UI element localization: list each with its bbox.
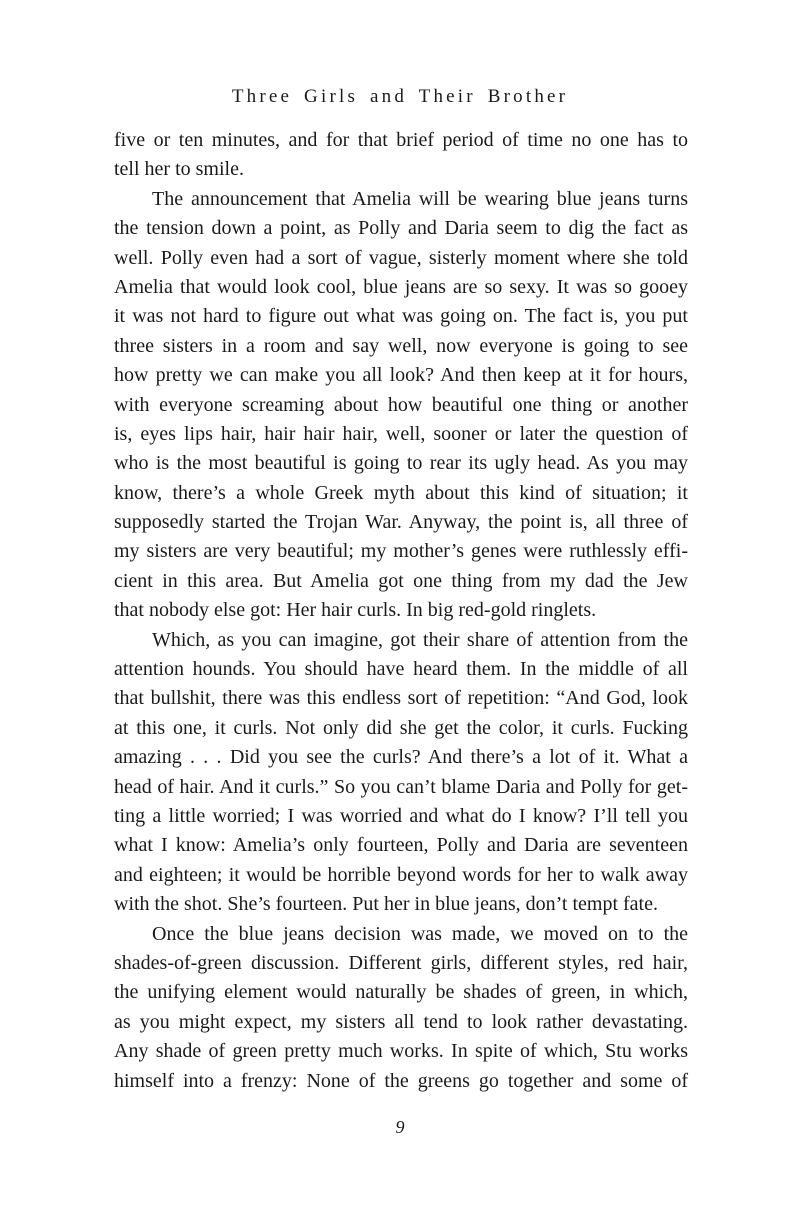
text-line: as you might expect, my sisters all tend to look rather devastating. bbox=[114, 1010, 688, 1033]
text-line: who is the most beautiful is going to rear its ugly head. As you may bbox=[114, 452, 688, 475]
text-line: Which, as you can imagine, got their share of attention from the bbox=[152, 628, 688, 651]
text-line: head of hair. And it curls.” So you can’t blame Daria and Polly for get- bbox=[114, 775, 688, 798]
text-line: how pretty we can make you all look? And then keep at it for hours, bbox=[114, 364, 688, 387]
text-line: Amelia that would look cool, blue jeans are so sexy. It was so gooey bbox=[114, 275, 688, 298]
text-line: supposedly started the Trojan War. Anyway, the point is, all three of bbox=[114, 511, 688, 534]
text-line: that bullshit, there was this endless sort of repetition: “And God, look bbox=[114, 687, 688, 710]
text-line: amazing . . . Did you see the curls? And there’s a lot of it. What a bbox=[114, 746, 688, 769]
text-line: well. Polly even had a sort of vague, sisterly moment where she told bbox=[114, 246, 688, 269]
text-line: with the shot. She’s fourteen. Put her in blue jeans, don’t tempt fate. bbox=[114, 893, 658, 916]
running-title: Three Girls and Their Brother bbox=[231, 86, 569, 107]
text-line: and eighteen; it would be horrible beyond words for her to walk away bbox=[114, 863, 688, 886]
text-line: what I know: Amelia’s only fourteen, Polly and Daria are seventeen bbox=[114, 834, 688, 857]
text-line: my sisters are very beautiful; my mother’s genes were ruthlessly effi- bbox=[114, 540, 688, 563]
text-line: shades-of-green discussion. Different girls, different styles, red hair, bbox=[114, 951, 688, 974]
text-line: attention hounds. You should have heard them. In the middle of all bbox=[114, 658, 688, 681]
body-text bbox=[114, 126, 688, 1096]
text-line: is, eyes lips hair, hair hair hair, well, sooner or later the question of bbox=[114, 422, 688, 445]
text-line: cient in this area. But Amelia got one thing from my dad the Jew bbox=[114, 569, 688, 592]
text-line: Any shade of green pretty much works. In spite of which, Stu works bbox=[114, 1040, 688, 1063]
text-line: The announcement that Amelia will be wearing blue jeans turns bbox=[152, 187, 688, 210]
paragraph-1 bbox=[114, 126, 688, 185]
paragraph-4 bbox=[114, 920, 688, 1096]
text-line: know, there’s a whole Greek myth about this kind of situation; it bbox=[114, 481, 688, 504]
paragraph-2 bbox=[114, 185, 688, 626]
text-line: with everyone screaming about how beautiful one thing or another bbox=[114, 393, 688, 416]
text-line: Once the blue jeans decision was made, we moved on to the bbox=[152, 922, 688, 945]
page-number: 9 bbox=[395, 1117, 405, 1137]
text-line: ting a little worried; I was worried and what do I know? I’ll tell you bbox=[114, 804, 688, 827]
text-line: that nobody else got: Her hair curls. In big red-gold ringlets. bbox=[114, 599, 597, 622]
text-line: tell her to smile. bbox=[114, 158, 244, 181]
text-line: the tension down a point, as Polly and Daria seem to dig the fact as bbox=[114, 217, 688, 240]
text-line: five or ten minutes, and for that brief period of time no one has to bbox=[114, 129, 688, 151]
text-line: at this one, it curls. Not only did she get the color, it curls. Fucking bbox=[114, 716, 688, 739]
text-line: himself into a frenzy: None of the greens go together and some of bbox=[114, 1069, 688, 1092]
text-line: three sisters in a room and say well, now everyone is going to see bbox=[114, 334, 688, 357]
text-line: it was not hard to figure out what was going on. The fact is, you put bbox=[114, 305, 688, 328]
paragraph-3 bbox=[114, 626, 688, 920]
text-line: the unifying element would naturally be shades of green, in which, bbox=[114, 981, 688, 1004]
